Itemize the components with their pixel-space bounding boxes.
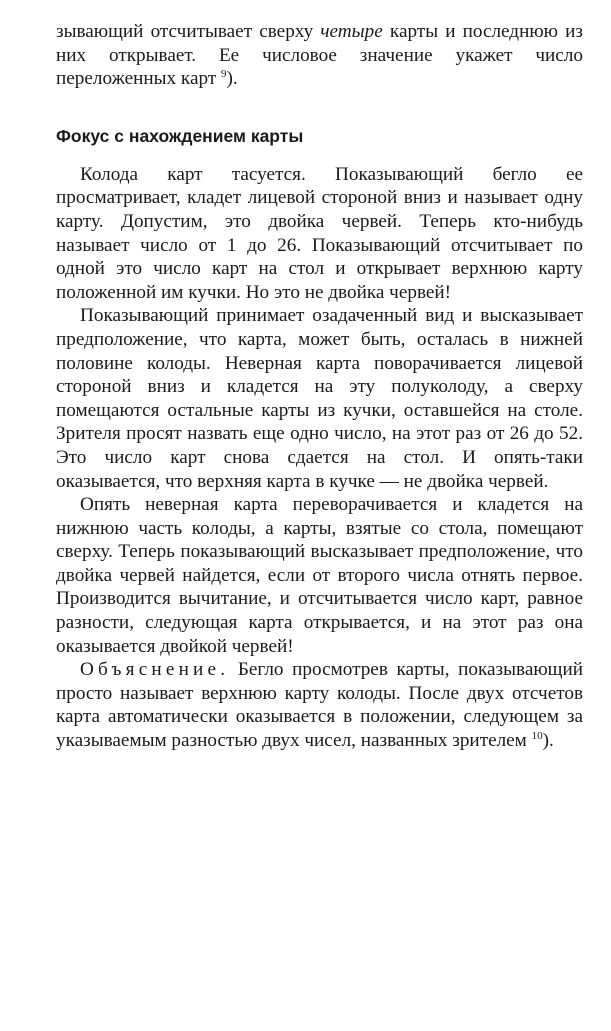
explanation-end: ). [542,730,554,752]
lead-text-end: ). [226,68,238,90]
lead-text-start: зывающий отсчитывает сверху [56,21,321,42]
lead-text-middle: карты и последнюю из них открывает. Ее числовое значение укажет число переложенных карт [56,21,583,90]
paragraph-subtraction: Опять неверная карта переворачивается и кладется на нижнюю часть колоды, а карты, взятые со стола, помещают сверху. Теперь показывающий высказывает предположение, что двойка червей найдется, если от второго числа отнять первое. Производится вычитание, и отсчитывается число карт, равное разности, следующая карта открывается, и на этот раз она оказывается двойкой червей! [56,494,583,657]
footnote-marker: 9 [221,68,227,81]
section-heading: Фокус с нахождением карты [56,125,304,146]
paragraph-wrong-card: Показывающий принимает озадаченный вид и высказывает предположение, что карта, может быть, осталась в нижней половине колоды. Неверная карта поворачивается лицевой стороной вниз и кладется на эту полуколоду, а сверху помещаются остальные карты из кучки, оставшейся на столе. Зрителя просят назвать еще одно число, на этот раз от 26 до 52. Это число карт снова сдается на стол. И опять-таки оказывается, что верхняя карта в кучке — не двойка червей. [56,305,583,492]
paragraph-explanation [56,658,583,752]
emphasized-word: четыре [320,21,383,42]
paragraph-shuffle: Колода карт тасуется. Показывающий бегло ее просматривает, кладет лицевой стороной вниз и называет одну карту. Допустим, это двойка червей. Теперь кто-нибудь называет число от 1 до 26. Показывающий отсчитывает по одной это число карт на стол и открывает верхнюю карту положенной им кучки. Но это не двойка червей! [56,163,583,303]
explanation-label: Объяснение. [80,659,230,681]
continued-paragraph [56,20,583,91]
book-page [56,20,583,753]
footnote-marker-10: 10 [531,730,543,743]
explanation-text: Бегло просмотрев карты, показывающий просто называет верхнюю карту колоды. После двух отсчетов карта автоматически оказывается в положении, следующем за указываемым разностью двух чисел, названных зрителем [56,659,583,752]
